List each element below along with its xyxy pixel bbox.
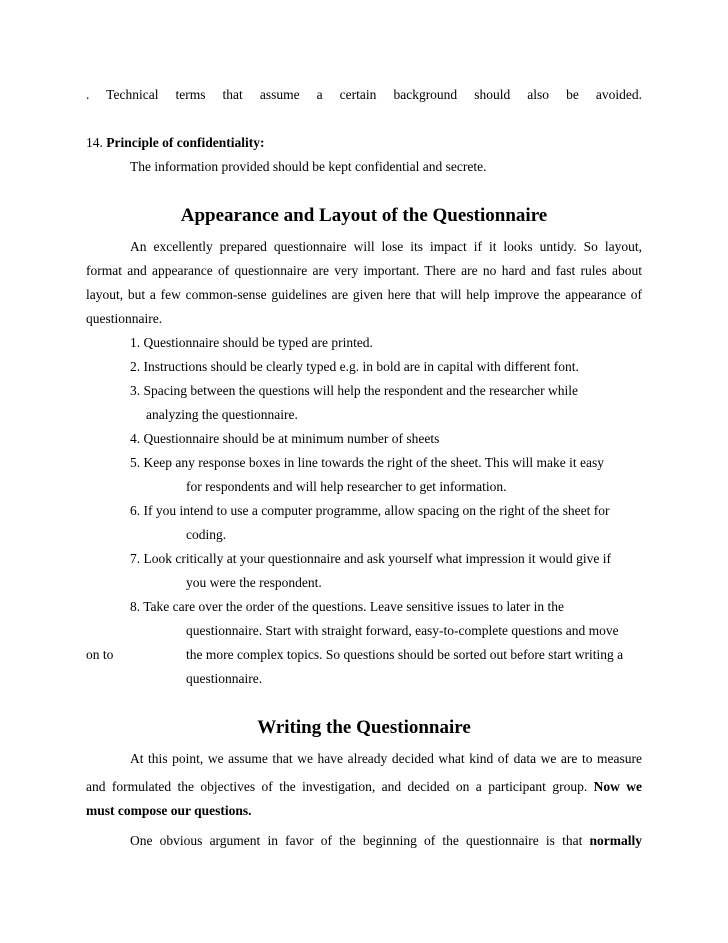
section-title [86, 134, 264, 152]
text-line: At this point, we assume that we have already decided what kind of data we are to measure [130, 751, 642, 766]
text-line: The information provided should be kept confidential and secrete. [130, 159, 487, 174]
list-item-continuation: questionnaire. [186, 671, 263, 686]
list-item-continuation: for respondents and will help researcher to get information. [186, 479, 507, 494]
list-item: 4. Questionnaire should be at minimum number of sheets [130, 431, 440, 446]
bold-text-run: Now we [593, 779, 643, 794]
list-item-continuation: coding. [186, 527, 227, 542]
text-line [86, 802, 252, 820]
text-run: and formulated the objectives of the investigation, and decided on a participant group. [86, 779, 588, 794]
list-item: 6. If you intend to use a computer programme, allow spacing on the right of the sheet for [130, 503, 610, 518]
section-title-text: Principle of confidentiality: [102, 135, 265, 150]
list-item: 8. Take care over the order of the questions. Leave sensitive issues to later in the [130, 599, 565, 614]
list-item: 3. Spacing between the questions will help the respondent and the researcher while [130, 383, 578, 398]
text-line [130, 832, 642, 850]
text-line: . Technical terms that assume a certain background should also be avoided. [86, 87, 642, 102]
text-line: format and appearance of questionnaire are very important. There are no hard and fast rules about [86, 263, 642, 278]
list-item-continuation: analyzing the questionnaire. [146, 407, 298, 422]
list-item-lead: on to [86, 647, 114, 662]
heading-appearance: Appearance and Layout of the Questionnaire [180, 205, 548, 226]
list-item: 1. Questionnaire should be typed are printed. [130, 335, 373, 350]
text-line: layout, but a few common-sense guidelines are given here that will help improve the appearance of [86, 287, 642, 302]
section-number: 14. [86, 135, 103, 150]
text-line: An excellently prepared questionnaire will lose its impact if it looks untidy. So layout, [130, 239, 642, 254]
list-item: 7. Look critically at your questionnaire and ask yourself what impression it would give if [130, 551, 612, 566]
list-item-continuation: the more complex topics. So questions should be sorted out before start writing a [186, 647, 624, 662]
list-item: 5. Keep any response boxes in line towards the right of the sheet. This will make it easy [130, 455, 605, 470]
text-line: questionnaire. [86, 311, 163, 326]
heading-writing: Writing the Questionnaire [257, 717, 471, 738]
text-run: One obvious argument in favor of the beginning of the questionnaire is that [130, 833, 583, 848]
text-line [86, 778, 642, 796]
list-item-continuation: questionnaire. Start with straight forward, easy-to-complete questions and move [186, 623, 619, 638]
list-item-continuation: you were the respondent. [186, 575, 322, 590]
list-item: 2. Instructions should be clearly typed e.g. in bold are in capital with different font. [130, 359, 579, 374]
bold-text-run: normally [589, 833, 643, 848]
bold-text-run: must compose our questions. [86, 803, 252, 818]
